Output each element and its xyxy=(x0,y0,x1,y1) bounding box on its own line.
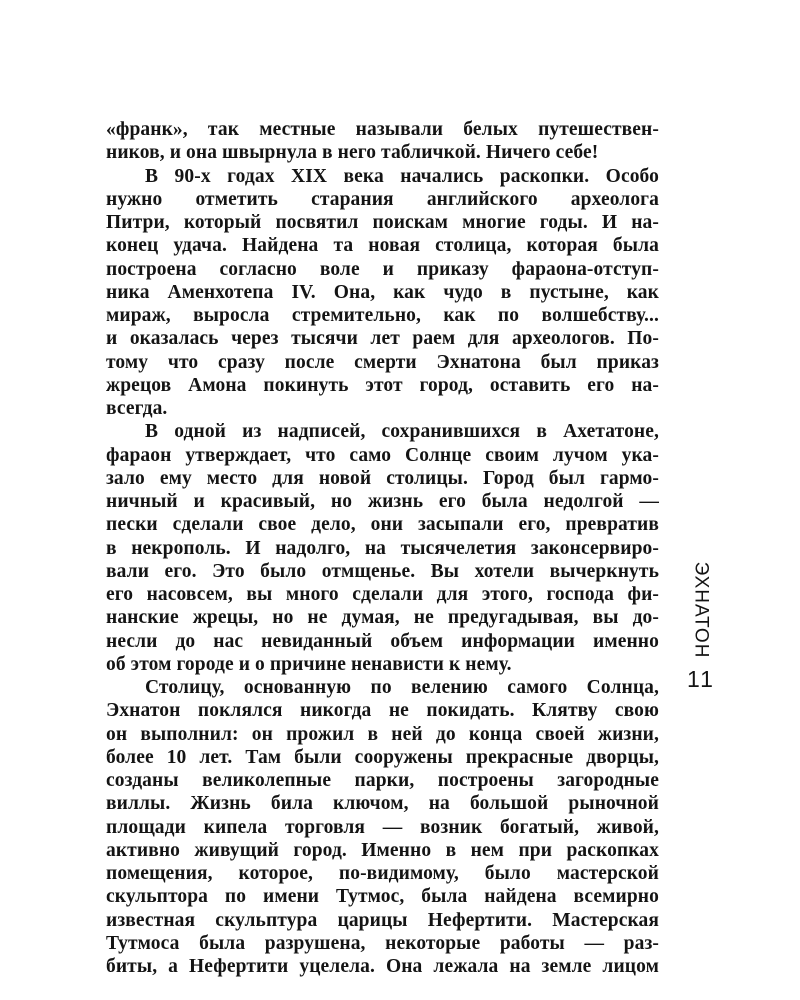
text-line: «франк», так местные называли белых путешествен- xyxy=(106,119,659,140)
text-line: ничный и красивый, но жизнь его была недолгой — xyxy=(106,491,659,512)
text-line: более 10 лет. Там были сооружены прекрасные дворцы, xyxy=(106,746,659,768)
paragraph-4 xyxy=(106,676,659,978)
text-line: его насовсем, вы много сделали для этого, господа фи- xyxy=(106,584,659,605)
page-number: 11 xyxy=(687,666,715,692)
text-line: известная скульптура царицы Нефертити. Мастерская xyxy=(106,909,659,931)
text-line: и оказалась через тысячи лет раем для археологов. По- xyxy=(106,328,659,350)
paragraph-2 xyxy=(106,165,659,421)
body-text xyxy=(106,118,659,978)
text-line: несли до нас невиданный объем информации именно xyxy=(106,630,659,652)
text-line: виллы. Жизнь била ключом, на большой рыночной xyxy=(106,793,659,815)
text-line: скульптора по имени Тутмос, была найдена всемирно xyxy=(106,886,659,908)
text-line: площади кипела торговля — возник богатый, живой, xyxy=(106,816,659,838)
text-line: ников, и она швырнула в него табличкой. Ничего себе! xyxy=(106,142,599,164)
text-line: помещения, которое, по-видимому, было мастерской xyxy=(106,863,659,884)
running-head-text: ЭХНАТОН xyxy=(690,561,711,659)
text-line: фараон утверждает, что само Солнце своим лучом ука- xyxy=(106,444,659,466)
text-line: Эхнатон поклялся никогда не покидать. Клятву свою xyxy=(106,700,659,722)
text-line: зало ему место для новой столицы. Город был гармо- xyxy=(106,467,659,489)
text-line: Питри, который посвятил поискам многие годы. И на- xyxy=(106,212,659,233)
paragraph-1 xyxy=(106,118,659,165)
text-line: Тутмоса была разрушена, некоторые работы — раз- xyxy=(106,932,659,954)
text-line: В 90-х годах XIX века начались раскопки. Особо xyxy=(145,165,659,187)
text-line: всегда. xyxy=(106,398,168,419)
text-line: нанские жрецы, но не думая, не предугадывая, вы до- xyxy=(106,607,659,629)
text-line: ника Аменхотепа IV. Она, как чудо в пустыне, как xyxy=(106,281,659,303)
text-line: пески сделали свое дело, они засыпали его, превратив xyxy=(106,514,659,536)
text-line: тому что сразу после смерти Эхнатона был приказ xyxy=(106,351,659,373)
text-line: об этом городе и о причине ненависти к нему. xyxy=(106,653,512,675)
text-line: нужно отметить старания английского археолога xyxy=(106,188,659,210)
text-line: активно живущий город. Именно в нем при раскопках xyxy=(106,839,659,861)
running-head xyxy=(688,555,712,665)
text-line: жрецов Амона покинуть этот город, оставить его на- xyxy=(106,374,659,396)
text-line: построена согласно воле и приказу фараона-отступ- xyxy=(106,258,659,280)
text-line: мираж, выросла стремительно, как по волшебству... xyxy=(106,305,659,326)
text-line: созданы великолепные парки, построены загородные xyxy=(106,770,659,791)
text-line: вали его. Это было отмщенье. Вы хотели вычеркнуть xyxy=(106,560,659,582)
paragraph-3 xyxy=(106,420,659,676)
text-line: Столицу, основанную по велению самого Солнца, xyxy=(145,677,659,698)
text-line: в некрополь. И надолго, на тысячелетия законсервиро- xyxy=(106,537,659,559)
text-line: он выполнил: он прожил в ней до конца своей жизни, xyxy=(106,723,659,745)
text-line: В одной из надписей, сохранившихся в Ахетатоне, xyxy=(145,421,659,443)
text-line: конец удача. Найдена та новая столица, которая была xyxy=(106,235,659,257)
text-line: биты, а Нефертити уцелела. Она лежала на земле лицом xyxy=(106,956,659,977)
